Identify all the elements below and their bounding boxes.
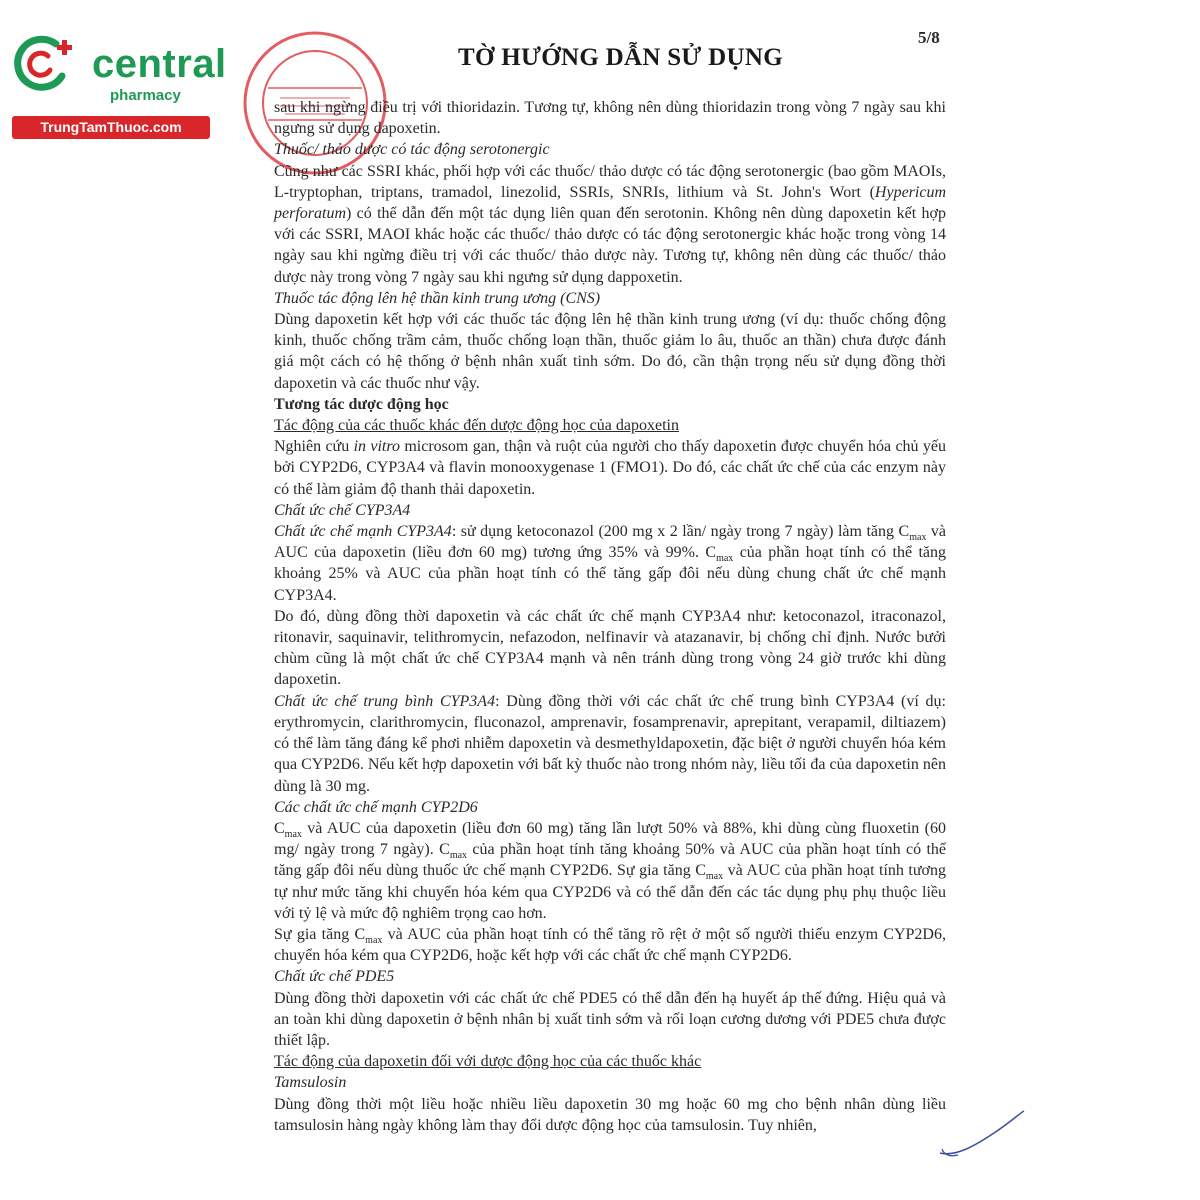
subsection-heading: Tác động của dapoxetin đối với dược động học của các thuốc khác bbox=[274, 1053, 702, 1071]
section-heading: Thuốc/ thảo dược có tác động serotonergic bbox=[274, 141, 550, 159]
paragraph: Dùng dapoxetin kết hợp với các thuốc tác động lên hệ thần kinh trung ương (ví dụ: thuốc chống động kinh, thuốc chống trầm cảm, thuốc chống loạn thần, thuốc giảm lo âu, thuốc an thần) chưa được đánh giá một cách có hệ thống ở bệnh nhân xuất tinh sớm. Do đó, cần thận trọng nếu sử dụng đồng thời dapoxetin và các thuốc như vậy. bbox=[274, 311, 946, 392]
paragraph: Chất ức chế trung bình CYP3A4: Dùng đồng thời với các chất ức chế trung bình CYP3A4 (ví dụ: erythromycin, clarithromycin, fluconazol, amprenavir, fosamprenavir, aprepitant, verapamil, diltiazem) có thể làm tăng đáng kể phơi nhiễm dapoxetin và desmethyldapoxetin, đặc biệt ở người chuyển hóa kém qua CYP2D6. Nếu kết hợp dapoxetin với bất kỳ thuốc nào trong nhóm này, liều tối đa của dapoxetin nên dùng là 30 mg. bbox=[274, 692, 946, 795]
paragraph: Chất ức chế mạnh CYP3A4: sử dụng ketoconazol (200 mg x 2 lần/ ngày trong 7 ngày) làm tăng $C_{max}$ và AUC của dapoxetin (liều đơn 60 mg) tương ứng 35% và 99%. $C_{max}$ của phần hoạt tính có thể tăng khoảng 25% và AUC của phần hoạt tính có thể tăng gấp đôi nếu dùng chung chất ức chế mạnh CYP3A4. bbox=[274, 523, 947, 604]
signature-mark bbox=[936, 1105, 1026, 1165]
brand-name: central bbox=[92, 42, 227, 86]
section-heading: Thuốc tác động lên hệ thần kinh trung ương (CNS) bbox=[274, 289, 601, 307]
section-heading: Tamsulosin bbox=[274, 1074, 347, 1092]
central-pharmacy-logo-icon bbox=[12, 34, 74, 96]
page-title: TỜ HƯỚNG DẪN SỬ DỤNG bbox=[458, 44, 783, 71]
paragraph: Do đó, dùng đồng thời dapoxetin và các chất ức chế mạnh CYP3A4 như: ketoconazol, itraconazol, ritonavir, saquinavir, telithromycin, nefazodon, nelfinavir và atazanavir, bị chống chỉ định. Nước bưởi chùm cũng là một chất ức chế CYP3A4 mạnh và nên tránh dùng trong vòng 24 giờ trước khi dùng dapoxetin. bbox=[274, 607, 946, 689]
section-heading: Tương tác dược động học bbox=[274, 395, 449, 413]
section-heading: Các chất ức chế mạnh CYP2D6 bbox=[274, 798, 478, 816]
paragraph: $C_{max}$ và AUC của dapoxetin (liều đơn 60 mg) tăng lần lượt 50% và 88%, khi dùng cùng fluoxetin (60 mg/ ngày trong 7 ngày). $C_{max}$ của phần hoạt tính tăng khoảng 50% và AUC của phần hoạt tính có thể tăng gấp đôi nếu dùng thuốc ức chế mạnh CYP2D6. Sự gia tăng $C_{max}$ và AUC của phần hoạt tính tương tự như mức tăng khi chuyển hóa kém qua CYP2D6 và có thể dẫn đến các tác dụng phụ phụ thuộc liều với tỷ lệ và mức độ nghiêm trọng cao hơn. bbox=[274, 819, 947, 922]
paragraph: Nghiên cứu in vitro microsom gan, thận và ruột của người cho thấy dapoxetin được chuyển hóa chủ yếu bởi CYP2D6, CYP3A4 và flavin monooxygenase 1 (FMO1). Do đó, các chất ức chế của các enzym này có thể làm giảm độ thanh thải dapoxetin. bbox=[274, 438, 947, 498]
paragraph: Dùng đồng thời dapoxetin với các chất ức chế PDE5 có thể dẫn đến hạ huyết áp thế đứng. Hiệu quả và an toàn khi dùng dapoxetin ở bệnh nhân bị xuất tinh sớm và rối loạn cương dương với PDE5 chưa được thiết lập. bbox=[274, 989, 946, 1049]
document-body bbox=[274, 97, 946, 1136]
subsection-heading: Tác động của các thuốc khác đến dược động học của dapoxetin bbox=[274, 417, 679, 435]
paragraph: Cũng như các SSRI khác, phối hợp với các thuốc/ thảo dược có tác động serotonergic (bao gồm MAOIs, L-tryptophan, triptans, tramadol, linezolid, SSRIs, SNRIs, lithium và St. John's Wort (Hypericum perforatum) có thể dẫn đến một tác dụng liên quan đến serotonin. Không nên dùng dapoxetin kết hợp với các SSRI, MAOI khác hoặc các thuốc/ thảo dược có tác động serotonergic khác hoặc trong vòng 14 ngày sau khi ngừng điều trị với các thuốc/ thảo dược này. Tương tự, không nên dùng các thuốc/ thảo dược này trong vòng 7 ngày sau khi ngưng sử dụng dappoxetin. bbox=[274, 162, 946, 286]
paragraph: Dùng đồng thời một liều hoặc nhiều liều dapoxetin 30 mg hoặc 60 mg cho bệnh nhân dùng liều tamsulosin hàng ngày không làm thay đổi dược động học của tamsulosin. Tuy nhiên, bbox=[274, 1095, 946, 1134]
brand-subtitle: pharmacy bbox=[110, 87, 181, 104]
paragraph: sau khi ngừng điều trị với thioridazin. Tương tự, không nên dùng thioridazin trong vòng 7 ngày sau khi ngưng sử dụng dapoxetin. bbox=[274, 99, 946, 138]
section-heading: Chất ức chế PDE5 bbox=[274, 968, 395, 986]
brand-website: TrungTamThuoc.com bbox=[12, 116, 210, 139]
paragraph: Sự gia tăng $C_{max}$ và AUC của phần hoạt tính có thể tăng rõ rệt ở một số người thiếu enzym CYP2D6, chuyển hóa kém qua CYP2D6, hoặc kết hợp với các chất ức chế mạnh CYP2D6. bbox=[274, 925, 946, 965]
page-number: 5/8 bbox=[918, 28, 940, 47]
central-pharmacy-logo bbox=[12, 34, 227, 144]
section-heading: Chất ức chế CYP3A4 bbox=[274, 501, 411, 519]
